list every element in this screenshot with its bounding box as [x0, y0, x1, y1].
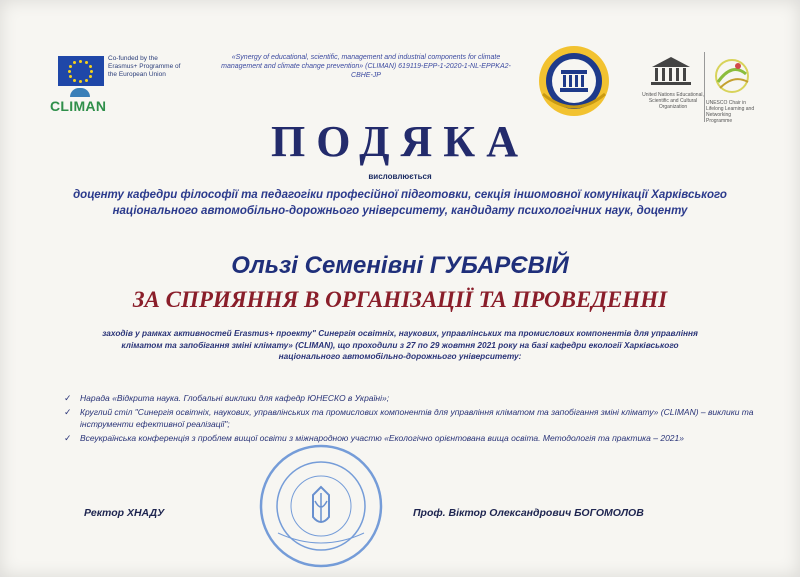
check-icon: ✓: [64, 407, 72, 417]
climan-logo-icon: [70, 88, 90, 97]
eu-flag-icon: [58, 56, 104, 86]
eu-cofunded-text: Co-funded by the Erasmus+ Programme of the European Union: [108, 55, 181, 78]
list-item: [64, 406, 764, 430]
unesco-logo-icon: [648, 55, 694, 87]
signer-name: Проф. Віктор Олександрович БОГОМОЛОВ: [413, 507, 644, 519]
logo-divider: [704, 52, 705, 122]
list-item: [64, 432, 764, 444]
project-description: «Synergy of educational, scientific, management and industrial components for climate management and climate change prevention» (CLIMAN) 619119-EPP-1-2020-1-NL-EPPKA2-CBHE-JP: [221, 54, 511, 79]
events-list: [64, 392, 764, 446]
event-text: Круглий стіл "Синергія освітніх, наукових, управлінських та промислових компонентів для управління кліматом та запобігання зміні клімату» (CLIMAN) – виклики та інструменти ефективної реалізації";: [80, 407, 754, 429]
recipient-name: Ользі Семенівні ГУБАРЄВІЙ: [231, 252, 569, 279]
event-text: Всеукраїнська конференція з проблем вищої освіти з міжнародною участю «Екологічно орієнтована вища освіта. Методологія та практика – 2021»: [80, 433, 684, 443]
event-text: Нарада «Відкрита наука. Глобальні виклики для кафедр ЮНЕСКО в Україні»;: [80, 393, 390, 403]
unesco-text: United Nations Educational, Scientific and Cultural Organization: [642, 92, 704, 110]
official-stamp-icon: [258, 443, 384, 569]
rector-label: Ректор ХНАДУ: [84, 507, 165, 519]
expresses-label: висловлюється: [368, 172, 432, 181]
unesco-chair-logo-icon: [708, 52, 752, 98]
unesco-chair-text: UNESCO Chair in Lifelong Learning and Networking Programme: [706, 100, 755, 124]
award-reason: ЗА СПРИЯННЯ В ОРГАНІЗАЦІЇ ТА ПРОВЕДЕННІ: [132, 287, 668, 312]
event-description: заходів у рамках активностей Erasmus+ проекту" Синергія освітніх, наукових, управлінських та промислових компонентів для управління кліматом та запобігання зміні клімату» (CLIMAN), що проходили з 27 по 29 жовтня 2021 року на базі кафедри екології Харківського національного автомобільно-дорожнього університету:: [102, 328, 698, 361]
list-item: [64, 392, 764, 404]
check-icon: ✓: [64, 393, 72, 403]
check-icon: ✓: [64, 433, 72, 443]
recipient-description: доценту кафедри філософії та педагогіки професійної підготовки, секція іншомовної комунікації Харківського національного автомобільно-дорожнього університету, кандидату психологічних наук, доценту: [73, 189, 727, 217]
certificate-title: ПОДЯКА: [271, 117, 529, 166]
climan-logo: CLIMAN: [50, 98, 107, 114]
university-seal-icon: [537, 44, 611, 118]
